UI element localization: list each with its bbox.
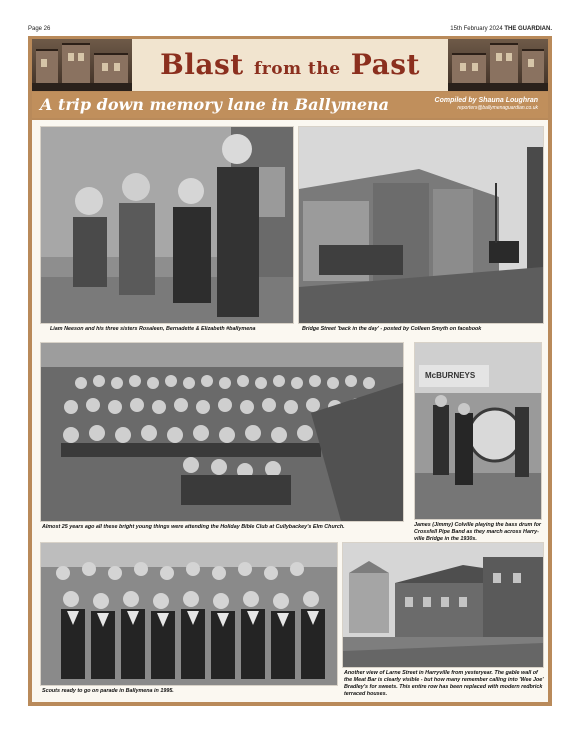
caption-larne-street: Another view of Larne Street in Harryville from yesteryear. The gable wall of the Meat Bar is clearly visible - but how many remember calling into 'Wee Joe' Bradley's for sweets. This entire row has been replaced with modern redbrick terraced houses. [344, 670, 544, 697]
photo-scouts-parade-image [41, 543, 337, 685]
photo-children-portrait-image [41, 127, 293, 323]
banner-title-word-2: from the [253, 59, 341, 79]
photo-grid [32, 120, 548, 702]
photo-pipe-band-drummer [414, 342, 542, 520]
photo-larne-street-image [343, 543, 543, 667]
photo-bridge-street-image [299, 127, 543, 323]
byline-email: reporters@ballymenaguardian.co.uk [457, 105, 538, 111]
caption-children-portrait: Liam Neeson and his three sisters Rosaleen, Bernadette & Elizabeth #ballymena [50, 326, 256, 332]
photo-bridge-street [298, 126, 544, 324]
page-header [28, 26, 552, 36]
byline [435, 96, 538, 112]
banner-title-word-3: Past [350, 48, 420, 81]
feature-banner [32, 39, 548, 91]
publication-name: THE GUARDIAN. [504, 26, 552, 32]
page-number: Page 26 [28, 26, 51, 32]
page-date: 15th February 2024 [450, 26, 503, 32]
banner-street-illustration-left [32, 39, 132, 91]
caption-scouts-parade: Scouts ready to go on parade in Ballymena in 1995. [42, 688, 174, 694]
byline-compiled-by: Compiled by Shauna Loughran [434, 97, 538, 104]
banner-title [132, 41, 448, 89]
shop-sign-mcburneys: McBURNEYS [425, 371, 476, 380]
feature-strip [32, 92, 548, 118]
photo-pipe-band-drummer-image [415, 343, 541, 519]
banner-title-word-1: Blast [160, 48, 244, 81]
photo-bible-club-image [41, 343, 403, 521]
photo-larne-street [342, 542, 544, 668]
photo-bible-club [40, 342, 404, 522]
caption-pipe-band-drummer: James (Jimmy) Colville playing the bass drum for Crossfell Pipe Band as they march across Harry-ville Bridge in the 1930s. [414, 522, 542, 542]
photo-children-portrait [40, 126, 294, 324]
caption-bridge-street: Bridge Street 'back in the day' - posted by Colleen Smyth on facebook [302, 326, 482, 332]
feature-headline: A trip down memory lane in Ballymena [40, 95, 390, 114]
banner-street-illustration-right [448, 39, 548, 91]
page-date-publication [450, 26, 552, 32]
caption-bible-club: Almost 25 years ago all these bright young things were attending the Holiday Bible Club at Cullybackey's Elm Church. [42, 524, 345, 530]
feature-frame [28, 36, 552, 706]
photo-scouts-parade [40, 542, 338, 686]
